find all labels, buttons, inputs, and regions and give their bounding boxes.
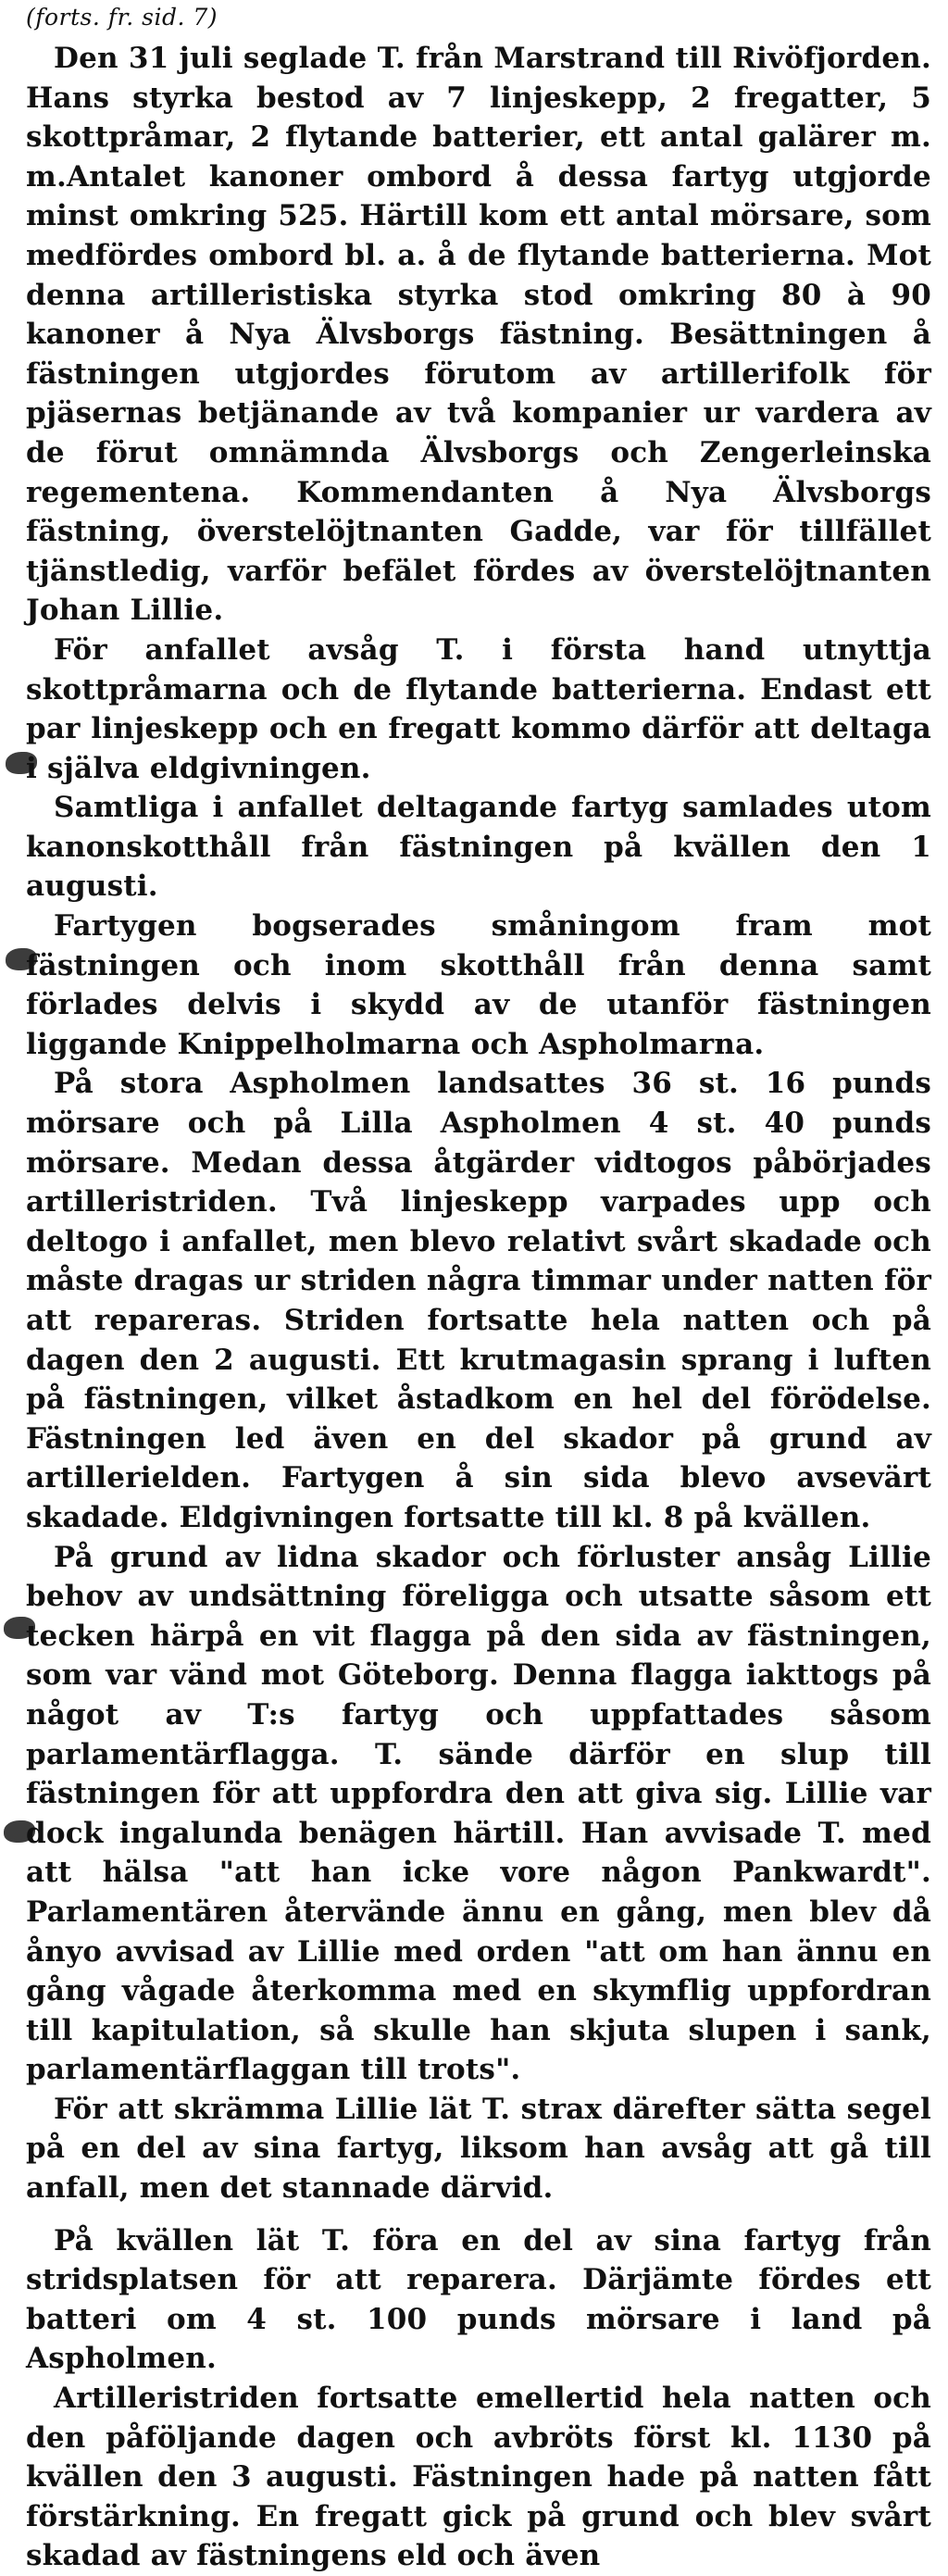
paragraph: Den 31 juli seglade T. från Marstrand till Rivöfjorden. Hans styrka bestod av 7 linjeskepp, 2 fregatter, 5 skottpråmar, 2 flytande batterier, ett antal galärer m. m.Antalet kanoner ombord å dessa fartyg utgjorde minst omkring 525. Härtill kom ett antal mörsare, som medfördes ombord bl. a. å de flytande batterierna. Mot denna artilleristiska styrka stod omkring 80 à 90 kanoner å Nya Älvsborgs fästning. Besättningen å fästningen utgjordes förutom av artillerifolk för pjäsernas betjänande av två kompanier ur vardera av de förut omnämnda Älvsborgs och Zengerleinska regementena. Kommendanten å Nya Älvsborgs fästning, överstelöjtnanten Gadde, var för tillfället tjänstledig, varför befälet fördes av överstelöjtnanten Johan Lillie. <box>26 42 931 628</box>
paragraph: På stora Aspholmen landsattes 36 st. 16 punds mörsare och på Lilla Aspholmen 4 st. 40 punds mörsare. Medan dessa åtgärder vidtogos påbörjades artilleristriden. Två linjeskepp varpades upp och deltogo i anfallet, men blevo relativt svårt skadade och måste dragas ur striden några timmar under natten för att repareras. Striden fortsatte hela natten och på dagen den 2 augusti. Ett krutmagasin sprang i luften på fästningen, vilket åstadkom en hel del förödelse. Fästningen led även en del skador på grund av artillerielden. Fartygen å sin sida blevo avsevärt skadade. Eldgivningen fortsatte till kl. 8 på kvällen. <box>26 1067 931 1534</box>
paragraph: På kvällen lät T. föra en del av sina fartyg från stridsplatsen för att reparera. Därjämte fördes ett batteri om 4 st. 100 punds mörsare i land på Aspholmen. <box>26 2223 931 2376</box>
paragraph: För att skrämma Lillie lät T. strax därefter sätta segel på en del av sina fartyg, liksom han avsåg att gå till anfall, men det stannade därvid. <box>26 2092 931 2206</box>
paragraph: Fartygen bogserades småningom fram mot fästningen och inom skotthåll från denna samt förlades delvis i skydd av de utanför fästningen liggande Knippelholmarna och Aspholmarna. <box>26 909 931 1061</box>
paragraph: För anfallet avsåg T. i första hand utnyttja skottpråmarna och de flytande batterierna. Endast ett par linjeskepp och en fregatt kommo därför att deltaga i själva eldgivningen. <box>26 632 931 785</box>
paragraph: På grund av lidna skador och förluster ansåg Lillie behov av undsättning föreligga och utsatte såsom ett tecken härpå en vit flagga på den sida av fästningen, som var vänd mot Göteborg. Denna flagga iakttogs på något av T:s fartyg och uppfattades såsom parlamentärflagga. T. sände därför en slup till fästningen för att uppfordra den att giva sig. Lillie var dock ingalunda benägen härtill. Han avvisade T. med att hälsa "att han icke vore någon Pankwardt". Parlamentären återvände ännu en gång, men blev då ånyo avvisad av Lillie med orden "att om han ännu en gång vågade återkomma med en skymflig uppfordran till kapitulation, så skulle han skjuta slupen i sank, parlamentärflaggan till trots". <box>26 1540 931 2087</box>
paragraph: Artilleristriden fortsatte emellertid hela natten och den påföljande dagen och avbröts först kl. 1130 på kvällen den 3 augusti. Fästningen hade på natten fått förstärkning. En fregatt gick på grund och blev svårt skadad av fästningens eld och även <box>26 2382 931 2573</box>
paragraph: Samtliga i anfallet deltagande fartyg samlades utom kanonskotthåll från fästningen på kvällen den 1 augusti. <box>26 791 931 904</box>
text-column <box>26 4 931 2576</box>
continuation-note: (forts. fr. sid. 7) <box>26 4 218 31</box>
